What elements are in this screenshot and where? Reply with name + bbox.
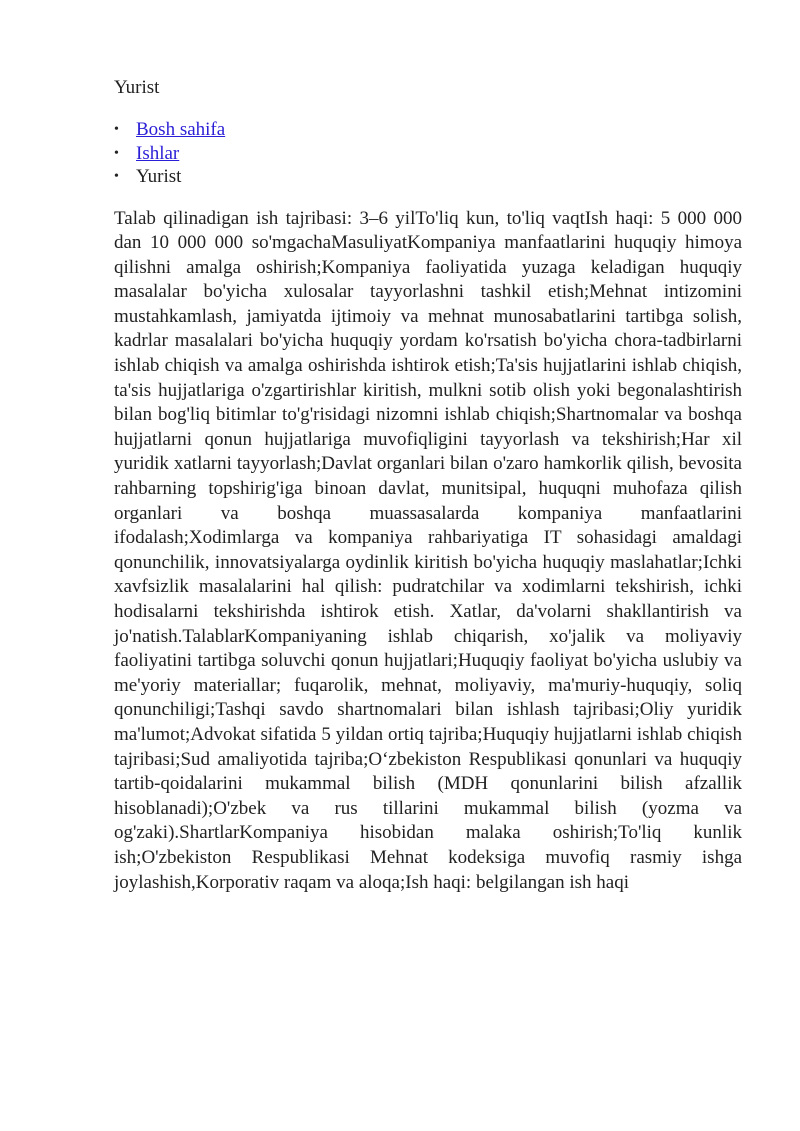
bullet-icon: • <box>114 145 119 161</box>
breadcrumb-current-label: Yurist <box>136 166 182 187</box>
breadcrumb <box>114 118 742 189</box>
bullet-icon: • <box>114 169 119 184</box>
breadcrumb-link-home[interactable]: Bosh sahifa <box>136 119 226 140</box>
page-title: Yurist <box>114 77 160 98</box>
breadcrumb-item-jobs <box>114 142 742 166</box>
bullet-icon: • <box>114 122 119 137</box>
document-page <box>114 76 742 895</box>
job-description: Talab qilinadigan ish tajribasi: 3–6 yilTo'liq kun, to'liq vaqtIsh haqi: 5 000 000 dan 10 000 000 so'mgachaMasuliyatKompaniya manfaatlarini huquqiy himoya qilishni amalga oshirish;Kompaniya faoliyatida yuzaga keladigan huquqiy masalalar bo'yicha xulosalar tayyorlashni tashkil etish;Mehnat intizomini mustahkamlash, jamiyatda ijtimoiy va mehnat munosabatlarini tartibga solish, kadrlar masalalari bo'yicha huquqiy yordam ko'rsatish bo'yicha chora-tadbirlarni ishlab chiqish va amalga oshirishda ishtirok etish;Ta'sis hujjatlarini ishlab chiqish, ta'sis hujjatlariga o'zgartirishlar kiritish, mulkni sotib olish yoki begonalashtirish bilan bog'liq bitimlar to'g'risidagi nizomni ishlab chiqish;Shartnomalar va boshqa hujjatlarni qonun hujjatlariga muvofiqligini tayyorlash va tekshirish;Har xil yuridik xatlarni tayyorlash;Davlat organlari bilan o'zaro hamkorlik qilish, bevosita rahbarning topshirig'iga binoan davlat, munitsipal, huquqni muhofaza qilish organlari va boshqa muassasalarda kompaniya manfaatlarini ifodalash;Xodimlarga va kompaniya rahbariyatiga IT sohasidagi amaldagi qonunchilik, innovatsiyalarga oydinlik kiritish bo'yicha huquqiy maslahatlar;Ichki xavfsizlik masalalarini hal qilish: pudratchilar va xodimlarni tekshirish, ichki hodisalarni tekshirishda ishtirok etish. Xatlar, da'volarni shakllantirish va jo'natish.TalablarKompaniyaning ishlab chiqarish, xo'jalik va moliyaviy faoliyatini tartibga soluvchi qonun hujjatlari;Huquqiy faoliyat bo'yicha uslubiy va me'yoriy materiallar; fuqarolik, mehnat, moliyaviy, ma'muriy-huquqiy, soliq qonunchiligi;Tashqi savdo shartnomalari bilan ishlash tajribasi;Oliy yuridik ma'lumot;Advokat sifatida 5 yildan ortiq tajriba;Huquqiy hujjatlarni ishlab chiqish tajribasi;Sud amaliyotida tajriba;O‘zbekiston Respublikasi qonunlari va huquqiy tartib-qoidalarini mukammal bilish (MDH qonunlarini bilish afzallik hisoblanadi);O'zbek va rus tillarini mukammal bilish (yozma va og'zaki).ShartlarKompaniya hisobidan malaka oshirish;To'liq kunlik ish;O'zbekiston Respublikasi Mehnat kodeksiga muvofiq rasmiy ishga joylashish,Korporativ raqam va aloqa;Ish haqi: belgilangan ish haqi <box>114 207 742 893</box>
breadcrumb-item-home <box>114 118 742 142</box>
breadcrumb-item-current <box>114 165 742 189</box>
breadcrumb-link-jobs[interactable]: Ishlar <box>136 142 180 164</box>
